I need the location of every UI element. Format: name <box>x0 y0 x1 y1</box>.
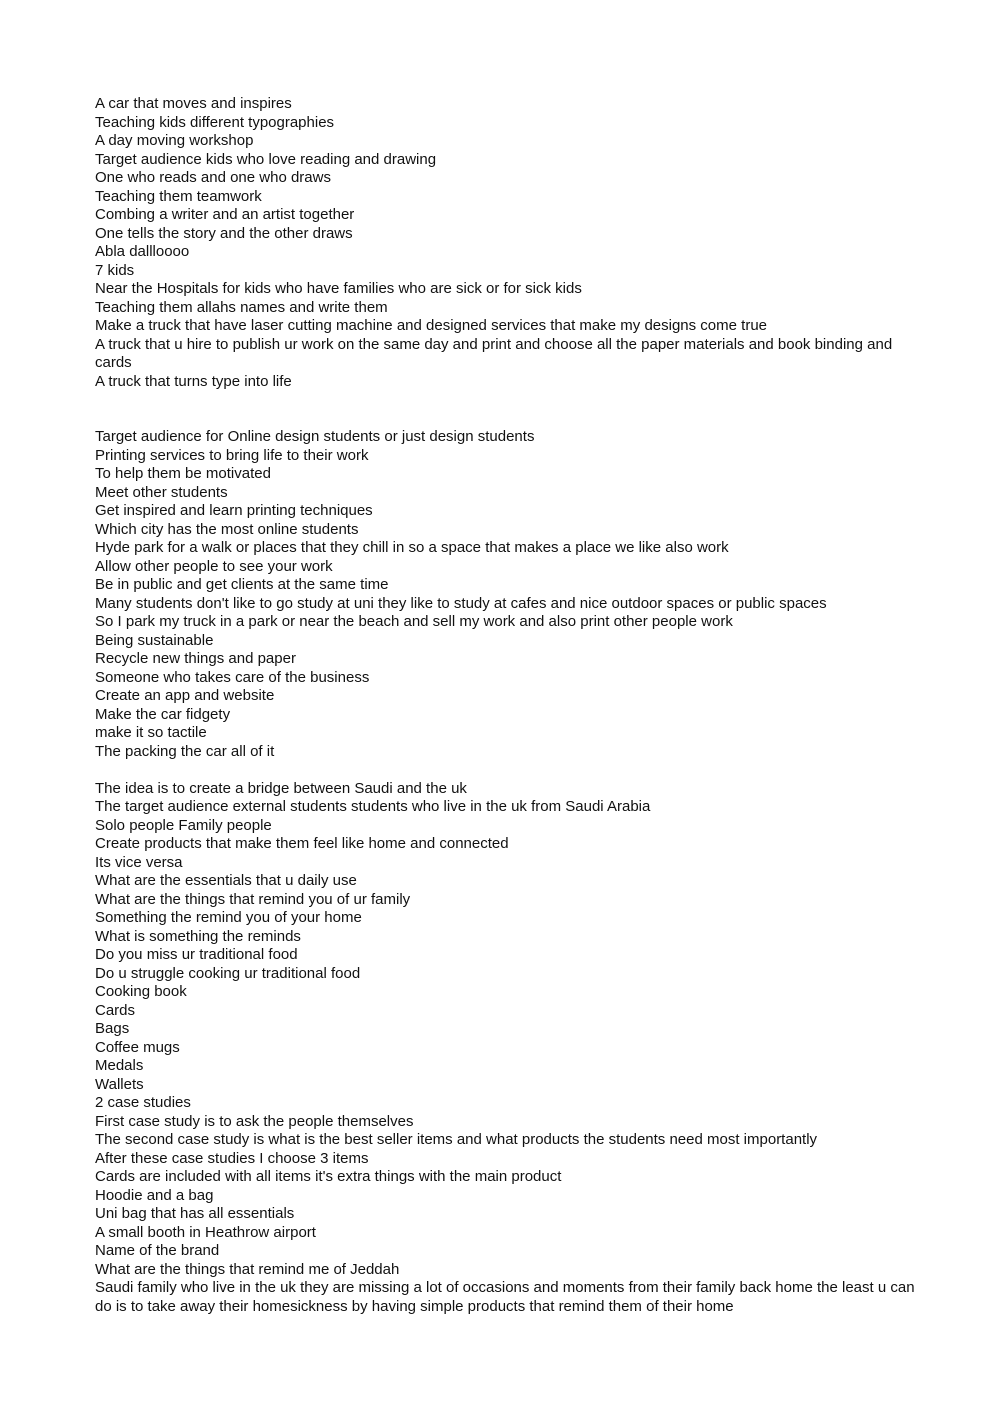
text-line: Which city has the most online students <box>95 520 359 538</box>
text-line: The target audience external students students who live in the uk from Saudi Arabia <box>95 798 651 815</box>
text-line: The second case study is what is the best seller items and what products the students need most importantly <box>95 1131 818 1148</box>
text-line: Do you miss ur traditional food <box>95 946 298 963</box>
text-line: What is something the reminds <box>95 927 301 945</box>
text-line: 2 case studies <box>95 1094 191 1111</box>
text-line: Create an app and website <box>95 687 275 704</box>
text-line: A truck that u hire to publish ur work on the same day and print and choose all the paper materials and book binding and cards <box>95 335 893 371</box>
text-line: Create products that make them feel like home and connected <box>95 835 509 852</box>
text-line: 7 kids <box>95 261 135 279</box>
text-line: Hyde park for a walk or places that they chill in so a space that makes a place we like also work <box>95 539 729 556</box>
notes-section-design-students <box>95 428 925 761</box>
text-line: Printing services to bring life to their work <box>95 446 369 464</box>
text-line: What are the things that remind you of ur family <box>95 890 411 908</box>
text-line: Get inspired and learn printing techniques <box>95 502 373 519</box>
text-line: One tells the story and the other draws <box>95 224 353 242</box>
text-line: Recycle new things and paper <box>95 650 296 667</box>
text-line: Abla dallloooo <box>95 243 190 260</box>
text-line: Make the car fidgety <box>95 705 231 723</box>
text-line: Do u struggle cooking ur traditional food <box>95 964 361 982</box>
text-line: The packing the car all of it <box>95 742 275 760</box>
text-line: The idea is to create a bridge between Saudi and the uk <box>95 779 467 797</box>
text-line: Target audience kids who love reading and drawing <box>95 150 437 168</box>
text-line: Combing a writer and an artist together <box>95 206 355 223</box>
text-line: Be in public and get clients at the same time <box>95 576 389 593</box>
text-line: Teaching them allahs names and write them <box>95 298 388 316</box>
text-line: Wallets <box>95 1075 144 1093</box>
text-line: Medals <box>95 1057 144 1074</box>
text-line: Coffee mugs <box>95 1038 180 1056</box>
text-line: Being sustainable <box>95 631 214 649</box>
text-line: Cards <box>95 1001 136 1019</box>
text-line: make it so tactile <box>95 724 207 741</box>
text-line: First case study is to ask the people themselves <box>95 1112 414 1130</box>
text-line: Bags <box>95 1020 130 1037</box>
text-line: Near the Hospitals for kids who have families who are sick or for sick kids <box>95 280 582 297</box>
text-line: What are the things that remind me of Jeddah <box>95 1260 400 1278</box>
text-line: A car that moves and inspires <box>95 95 292 112</box>
text-line: One who reads and one who draws <box>95 169 331 186</box>
text-line: To help them be motivated <box>95 465 271 482</box>
text-line: After these case studies I choose 3 items <box>95 1149 369 1167</box>
text-line: Uni bag that has all essentials <box>95 1205 295 1222</box>
text-line: Solo people Family people <box>95 816 272 834</box>
text-line: Something the remind you of your home <box>95 909 362 926</box>
text-line: Teaching kids different typographies <box>95 113 335 131</box>
text-line: A small booth in Heathrow airport <box>95 1223 316 1241</box>
text-line: Someone who takes care of the business <box>95 668 370 686</box>
notes-section-saudi-uk-bridge <box>95 780 925 1317</box>
text-line: Teaching them teamwork <box>95 187 262 205</box>
text-line: Hoodie and a bag <box>95 1186 214 1204</box>
text-line: Saudi family who live in the uk they are missing a lot of occasions and moments from their family back home the least u can do is to take away their homesickness by having simple products that remind them of their home <box>95 1279 915 1315</box>
text-line: So I park my truck in a park or near the beach and sell my work and also print other people work <box>95 613 733 630</box>
document-page <box>95 95 925 1316</box>
text-line: Target audience for Online design students or just design students <box>95 428 535 445</box>
notes-section-truck-workshop <box>95 95 925 391</box>
text-line: Many students don't like to go study at uni they like to study at cafes and nice outdoor spaces or public spaces <box>95 594 827 612</box>
text-line: Its vice versa <box>95 853 183 871</box>
text-line: A truck that turns type into life <box>95 372 292 390</box>
text-line: Cards are included with all items it's extra things with the main product <box>95 1168 562 1185</box>
text-line: Name of the brand <box>95 1242 220 1259</box>
text-line: Cooking book <box>95 983 187 1000</box>
text-line: What are the essentials that u daily use <box>95 872 357 889</box>
text-line: Make a truck that have laser cutting machine and designed services that make my designs come true <box>95 317 768 334</box>
text-line: Allow other people to see your work <box>95 557 333 575</box>
text-line: Meet other students <box>95 483 228 501</box>
text-line: A day moving workshop <box>95 132 254 149</box>
